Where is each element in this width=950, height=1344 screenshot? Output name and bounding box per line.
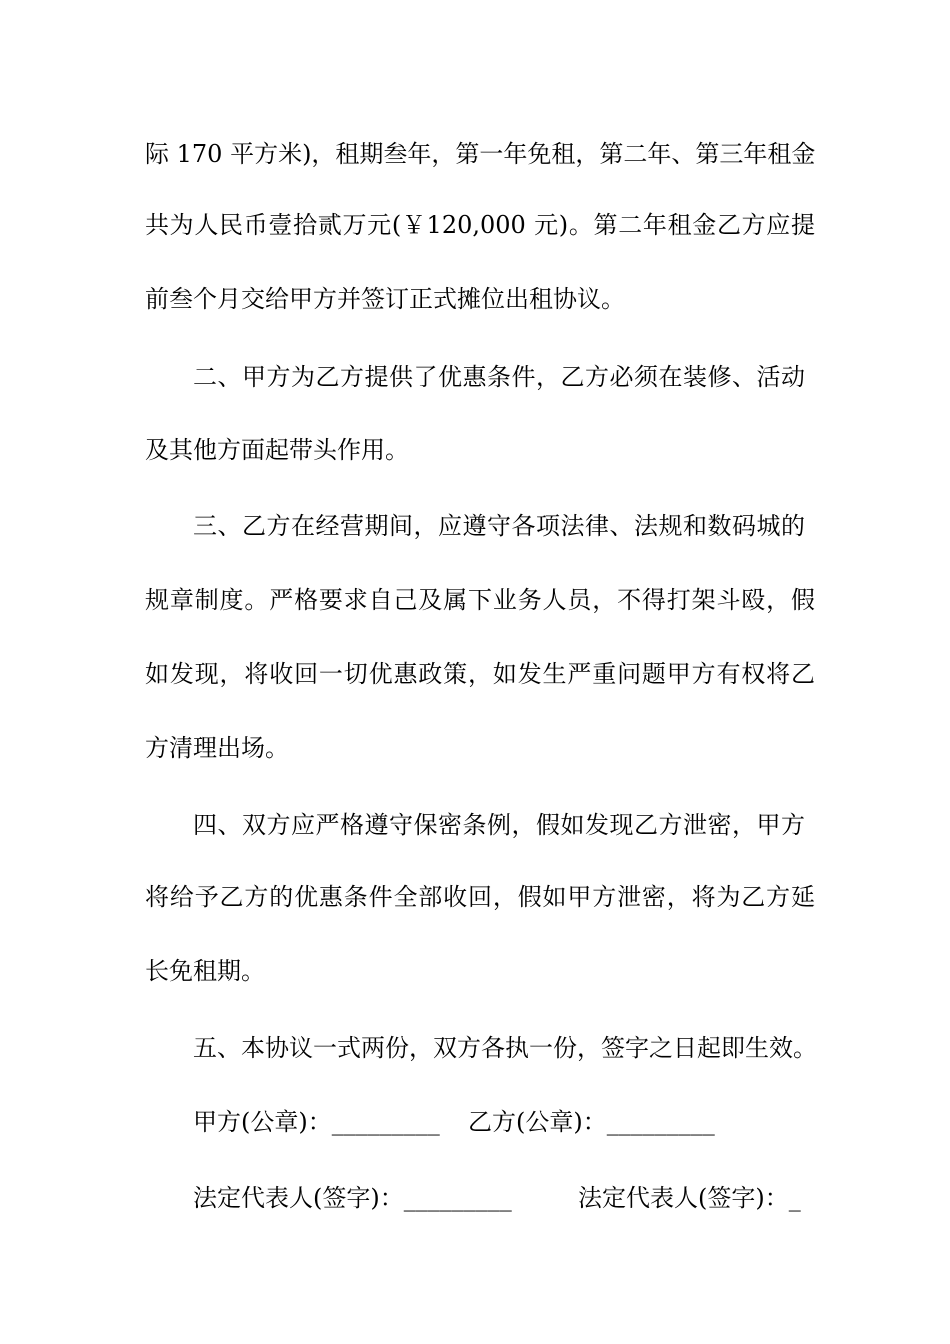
party-a-seal-line: 甲方(公章)：_________: [193, 1108, 440, 1136]
para5-line-1: 五、本协议一式两份，双方各执一份，签字之日起即生效。: [193, 1034, 817, 1062]
rep-a-signature-line: 法定代表人(签字)：_________: [193, 1184, 512, 1212]
para2-line-2: 及其他方面起带头作用。: [145, 436, 409, 464]
para4-line-2: 将给予乙方的优惠条件全部收回，假如甲方泄密，将为乙方延: [145, 883, 815, 911]
para1-line-1: 际 170 平方米)，租期叁年，第一年免租，第二年、第三年租金: [145, 140, 816, 168]
para3-line-4: 方清理出场。: [145, 734, 289, 762]
para4-line-1: 四、双方应严格遵守保密条例，假如发现乙方泄密，甲方: [193, 811, 805, 839]
para1-line-2: 共为人民币壹拾贰万元(￥120,000 元)。第二年租金乙方应提: [145, 211, 815, 239]
para3-line-3: 如发现，将收回一切优惠政策，如发生严重问题甲方有权将乙: [145, 660, 815, 688]
para3-line-2: 规章制度。严格要求自己及属下业务人员，不得打架斗殴，假: [145, 586, 815, 614]
para3-line-1: 三、乙方在经营期间，应遵守各项法律、法规和数码城的: [193, 512, 805, 540]
para1-line-3: 前叁个月交给甲方并签订正式摊位出租协议。: [145, 285, 625, 313]
party-b-seal-line: 乙方(公章)：_________: [468, 1108, 715, 1136]
para2-line-1: 二、甲方为乙方提供了优惠条件，乙方必须在装修、活动: [193, 363, 805, 391]
para4-line-3: 长免租期。: [145, 957, 265, 985]
rep-b-signature-line: 法定代表人(签字)：_: [578, 1184, 801, 1212]
